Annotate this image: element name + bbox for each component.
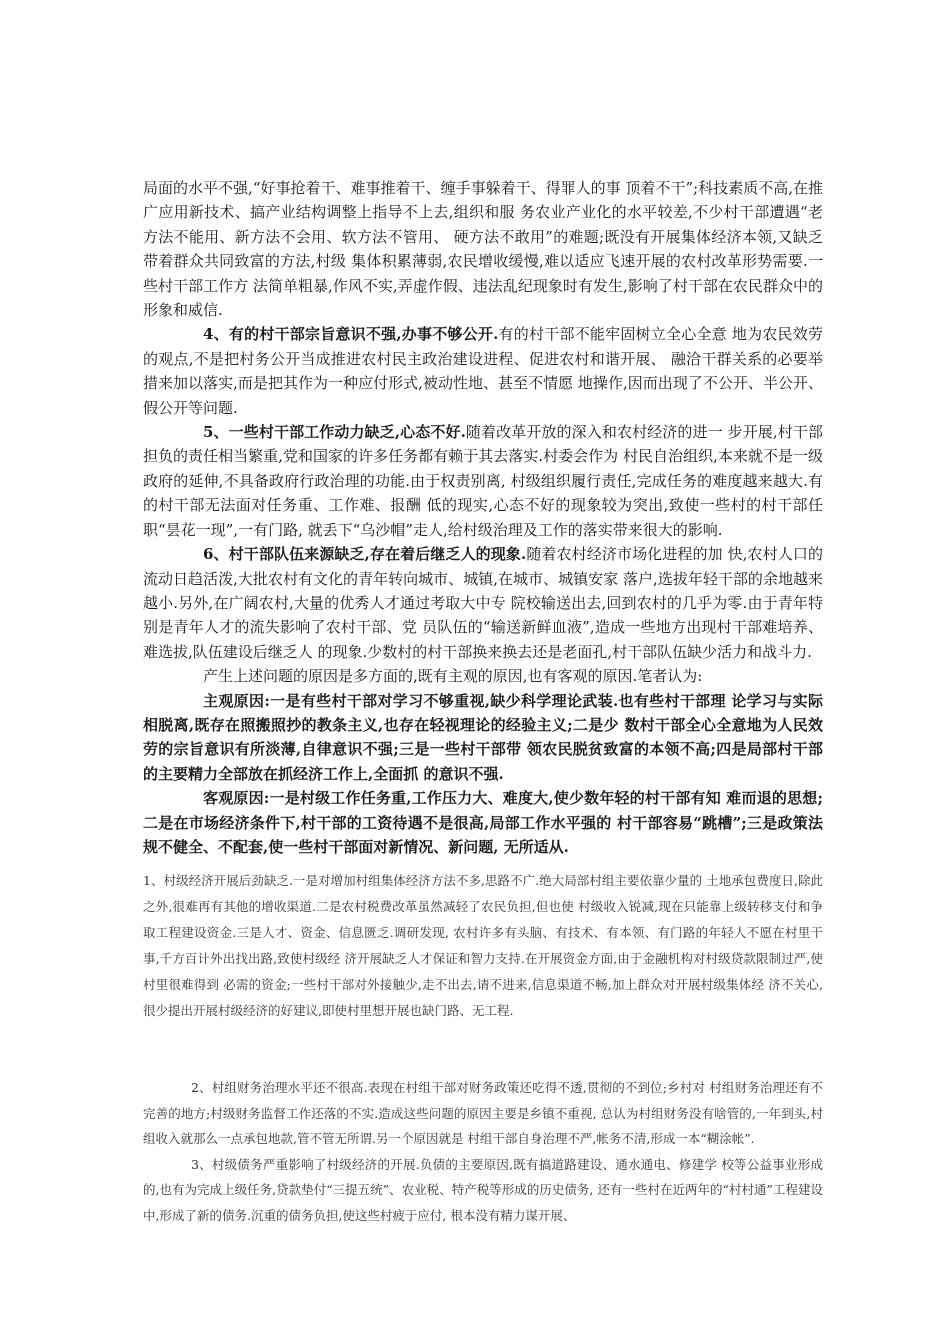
paragraph-finance-management: 2、村组财务治理水平还不很高.表现在村组干部对财务政策还吃得不透,贯彻的不到位;乡村对 村组财务治理还有不完善的地方;村级财务监督工作还落的不实.造成这些问题的原因主要是乡镇不重视, 总认为村组财务没有啥管的,一年到头,村组收入就那么一点承包地款,管不管无所谓.另一个原因就是 村组干部自身治理不严,帐务不清,形成一本“糊涂帐”. [143, 1080, 823, 1146]
paragraph-village-economy: 1、村级经济开展后劲缺乏.一是对增加村组集体经济方法不多,思路不广.绝大局部村组主要依靠少量的 土地承包费度日,除此之外,很难再有其他的增收渠道.二是农村税费改革虽然减轻了农民负担,但也使 村级收入锐减,现在只能靠上级转移支付和争取工程建设资金.三是人才、资金、信息匮乏.调研发现, 农村许多有头脑、有技术、有本领、有门路的年轻人不愿在村里干事,千方百计外出找出路,致使村级经 济开展缺乏人才保证和智力支持.在开展资金方面,由于金融机构对村级贷款限制过严,使村里很难得到 必需的资金;一些村干部对外接触少,走不出去,请不进来,信息渠道不畅,加上群众对开展村级集体经 济不关心,很少提出开展村级经济的好建议,即使村里想开展也缺门路、无工程. [143, 873, 823, 1018]
item-5-heading: 5、一些村干部工作动力缺乏,心态不好. [203, 423, 466, 442]
paragraph-item-5 [143, 420, 823, 542]
paragraph-causes-intro: 产生上述问题的原因是多方面的,既有主观的原因,也有客观的原因.笔者认为: [203, 667, 703, 686]
item-5-body: 随着改革开放的深入和农村经济的进一 步开展,村干部担负的责任相当繁重,党和国家的许多任务都有赖于其去落实.村委会作为 村民自治组织,本来就不是一级政府的延伸,不具备政府行政治理的功能.由于权责别离, 村级组织履行责任,完成任务的难度越来越大.有的村干部无法面对任务重、工作难、报酬 低的现实,心态不好的现象较为突出,致使一些村的村干部任职“昙花一现”,一有门路, 就丢下“乌沙帽”走人,给村级治理及工作的落实带来很大的影响. [143, 423, 823, 539]
item-6-body: 随着农村经济市场化进程的加 快,农村人口的流动日趋活泼,大批农村有文化的青年转向城市、城镇,在城市、城镇安家 落户,选拔年轻干部的余地越来越小.另外,在广阔农村,大量的优秀人才通过考取大中专 院校输送出去,回到农村的几乎为零.由于青年特别是青年人才的流失影响了农村干部、党 员队伍的“输送新鲜血液”,造成一些地方出现村干部难培养、难选拔,队伍建设后继乏人 的现象.少数村的村干部换来换去还是老面孔,村干部队伍缺少活力和战斗力. [143, 545, 823, 661]
paragraph-objective-causes [143, 786, 823, 859]
paragraph-item-6 [143, 542, 823, 664]
section-middle [143, 868, 823, 1024]
objective-causes-text: 客观原因:一是村级工作任务重,工作压力大、难度大,使少数年轻的村干部有知 难而退的思想;二是在市场经济条件下,村干部的工资待遇不是很高,局部工作水平强的 村干部容易“跳槽”;三是政策法规不健全、不配套,使一些村干部面对新情况、新问题, 无所适从. [143, 789, 823, 856]
subjective-causes-text: 主观原因:一是有些村干部对学习不够重视,缺少科学理论武装.也有些村干部理 论学习与实际相脱离,既存在照搬照抄的教条主义,也存在轻视理论的经验主义;二是少 数村干部全心全意地为人民效劳的宗旨意识有所淡薄,自律意识不强;三是一些村干部带 领农民脱贫致富的本领不高;四是局部村干部的主要精力全部放在抓经济工作上,全面抓 的意识不强. [143, 691, 823, 783]
paragraph-cadre-ability: 局面的水平不强,“好事抢着干、难事推着干、缠手事躲着干、得罪人的事 顶着不干”;科技素质不高,在推广应用新技术、搞产业结构调整上指导不上去,组织和服 务农业产业化的水平较差,不少村干部遭遇“老方法不能用、新方法不会用、软方法不管用、 硬方法不敢用”的难题;既没有开展集体经济本领,又缺乏带着群众共同致富的方法,村级 集体积累薄弱,农民增收缓慢,难以适应飞速开展的农村改革形势需要.一些村干部工作方 法简单粗暴,作风不实,弄虚作假、违法乱纪现象时有发生,影响了村干部在农民群众中的 形象和威信. [143, 179, 823, 320]
section-upper [143, 176, 823, 859]
section-lower [143, 1075, 823, 1228]
paragraph-subjective-causes [143, 689, 823, 787]
paragraph-item-4 [143, 322, 823, 420]
item-4-heading: 4、有的村干部宗旨意识不强,办事不够公开. [203, 325, 499, 344]
paragraph-village-debt: 3、村级债务严重影响了村级经济的开展.负债的主要原因,既有搞道路建设、通水通电、修建学 校等公益事业形成的,也有为完成上级任务,贷款垫付“三提五统”、农业税、特产税等形成的历史债务, 还有一些村在近两年的“村村通”工程建设中,形成了新的债务.沉重的债务负担,使这些村疲于应付, 根本没有精力谋开展、 [143, 1156, 823, 1223]
item-6-heading: 6、村干部队伍来源缺乏,存在着后继乏人的现象. [203, 545, 527, 564]
item-4-body: 有的村干部不能牢固树立全心全意 地为农民效劳的观点,不是把村务公开当成推进农村民主政治建设进程、促进农村和谐开展、 融洽干群关系的必要举措来加以落实,而是把其作为一种应付形式,被动性地、甚至不情愿 地操作,因而出现了不公开、半公开、假公开等问题. [143, 325, 823, 417]
